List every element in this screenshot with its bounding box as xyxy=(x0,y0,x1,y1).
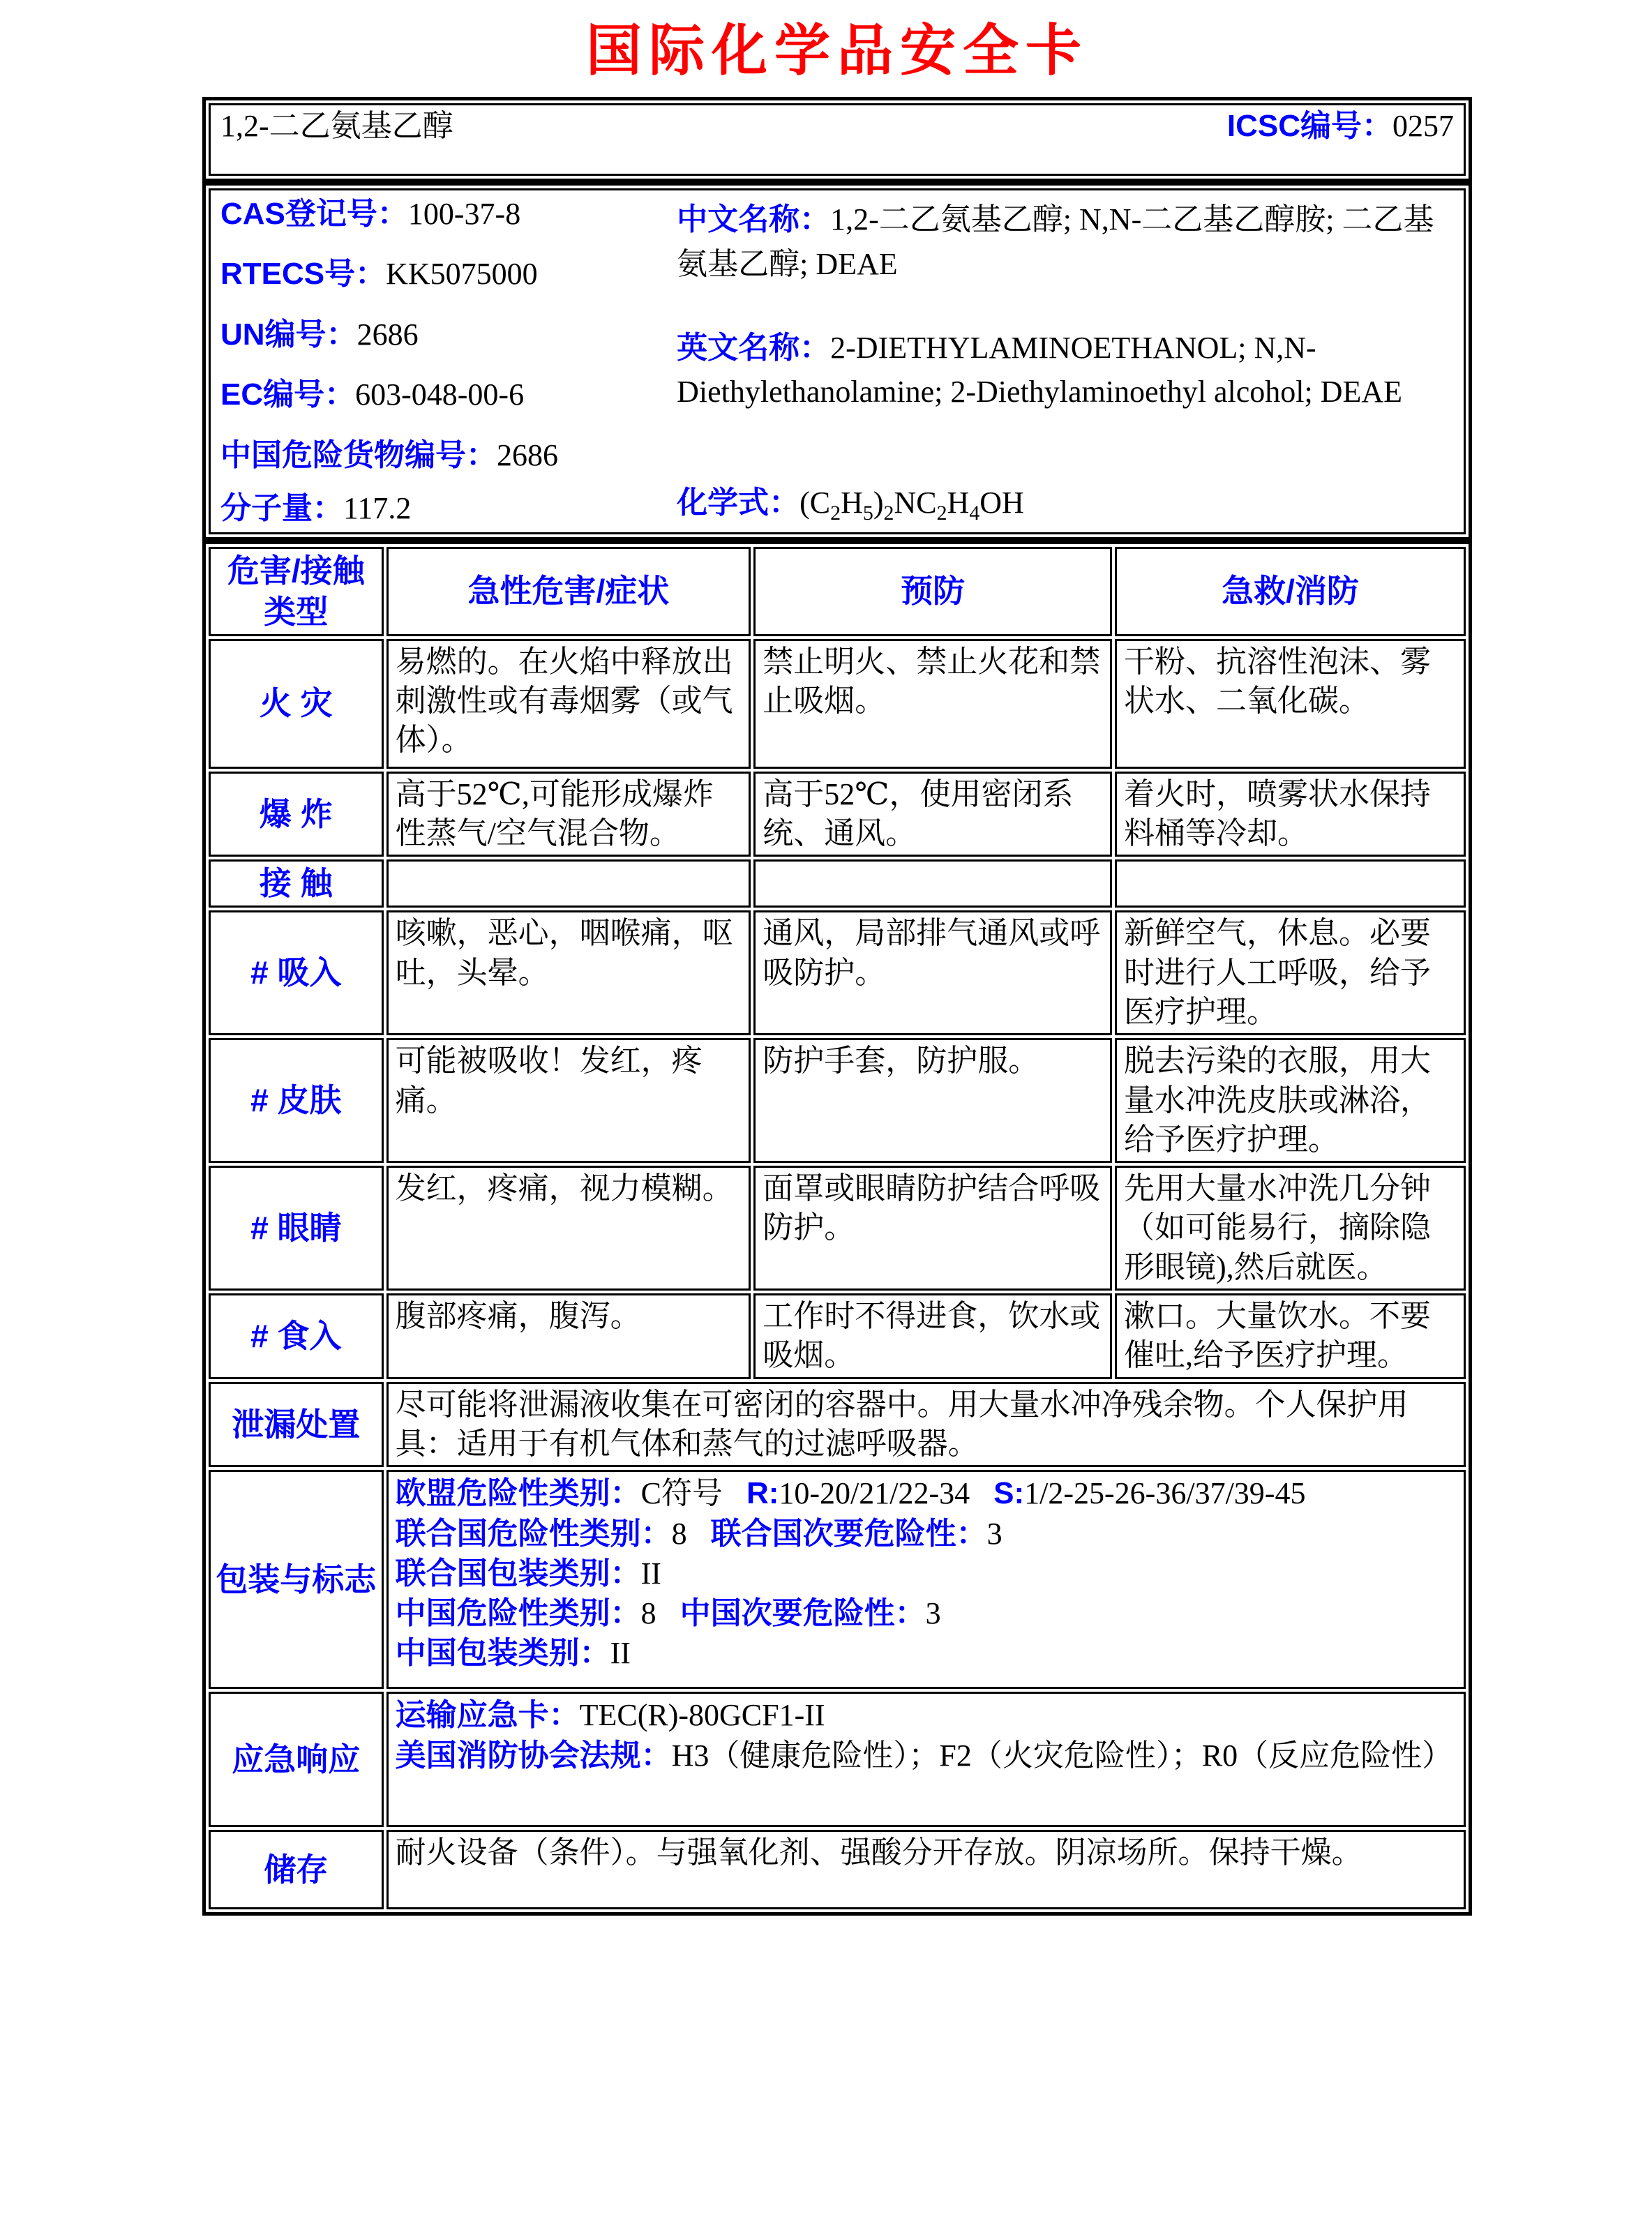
chinese-name-value: 1,2-二乙氨基乙醇; N,N-二乙基乙醇胺; 二乙基氨基乙醇; DEAE xyxy=(677,202,1434,281)
hazard-row-ingestion xyxy=(209,1293,1466,1379)
packaging-labelling-row xyxy=(209,1470,1466,1689)
ec-number-row xyxy=(220,378,677,412)
skin-response: 脱去污染的衣服，用大量水冲洗皮肤或淋浴，给予医疗护理。 xyxy=(1115,1038,1466,1163)
fire-symptoms: 易燃的。在火焰中释放出刺激性或有毒烟雾（或气体）。 xyxy=(386,639,751,769)
chemical-formula-label: 化学式： xyxy=(677,486,800,520)
eyes-response: 先用大量水冲洗几分钟（如可能易行，摘除隐形眼镜),然后就医。 xyxy=(1115,1166,1466,1291)
chemical-formula-row xyxy=(677,486,1454,525)
spill-disposal-row xyxy=(209,1382,1466,1468)
nfpa-code-line xyxy=(396,1736,1457,1775)
header-first-aid: 急救/消防 xyxy=(1115,547,1466,636)
identifiers-right-column xyxy=(677,197,1454,525)
row-label: 火 灾 xyxy=(209,639,384,769)
row-label: 爆 炸 xyxy=(209,772,384,857)
chinese-name-label: 中文名称： xyxy=(677,202,831,236)
r-phrases-label: R: xyxy=(746,1476,779,1511)
row-label: 接 触 xyxy=(209,859,384,908)
hazard-row-eyes xyxy=(209,1166,1466,1291)
row-label: 应急响应 xyxy=(209,1692,384,1827)
cn-dangerous-goods-row xyxy=(220,439,677,472)
storage-row xyxy=(209,1830,1466,1909)
page-title: 国际化学品安全卡 xyxy=(586,20,1088,82)
fire-response: 干粉、抗溶性泡沫、雾状水、二氧化碳。 xyxy=(1115,639,1466,769)
hazard-row-exposure xyxy=(209,859,1466,908)
header-prevention: 预防 xyxy=(753,547,1112,636)
un-packing-group-label: 联合国包装类别： xyxy=(395,1556,641,1591)
eu-hazard-class-line xyxy=(396,1473,1457,1513)
cn-packing-group-label: 中国包装类别： xyxy=(395,1636,610,1671)
header-hazard-type: 危害/接触 类型 xyxy=(209,547,384,636)
cn-hazard-class-label: 中国危险性类别： xyxy=(395,1595,641,1630)
emergency-response-row xyxy=(209,1692,1466,1827)
inhalation-symptoms: 咳嗽，恶心，咽喉痛，呕吐，头晕。 xyxy=(386,910,751,1035)
row-label: # 吸入 xyxy=(209,910,384,1035)
row-label: # 食入 xyxy=(209,1293,384,1379)
un-number-label: UN编号： xyxy=(220,317,357,352)
english-name-label: 英文名称： xyxy=(677,330,831,365)
rtecs-number-value: KK5075000 xyxy=(386,257,538,292)
row-label: # 眼睛 xyxy=(209,1166,384,1291)
cn-subsidiary-risk-label: 中国次要危险性： xyxy=(679,1595,926,1630)
un-subsidiary-risk-value: 3 xyxy=(986,1516,1003,1551)
exposure-response xyxy=(1115,859,1466,908)
row-label: 储存 xyxy=(209,1830,384,1909)
row-label: 包装与标志 xyxy=(209,1470,384,1689)
un-hazard-class-value: 8 xyxy=(671,1516,687,1551)
nfpa-code-label: 美国消防协会法规： xyxy=(395,1738,672,1773)
transport-emergency-card-value: TEC(R)-80GCF1-II xyxy=(579,1698,825,1733)
un-subsidiary-risk-label: 联合国次要危险性： xyxy=(710,1516,987,1551)
fire-prevention: 禁止明火、禁止火花和禁止吸烟。 xyxy=(753,639,1112,769)
rtecs-number-label: RTECS号： xyxy=(220,257,386,292)
ec-number-value: 603-048-00-6 xyxy=(355,377,525,412)
chemical-name: 1,2-二乙氨基乙醇 xyxy=(220,109,453,143)
english-name-row xyxy=(677,326,1454,415)
cn-packing-group-line xyxy=(396,1633,1457,1673)
explosion-prevention: 高于52℃，使用密闭系统、通风。 xyxy=(753,772,1112,857)
un-number-value: 2686 xyxy=(356,317,419,352)
hazard-row-fire xyxy=(209,639,1466,769)
row-label: 泄漏处置 xyxy=(209,1382,384,1468)
rtecs-number-row xyxy=(220,257,677,291)
chemical-formula-value: $(C_2H_5)_2NC_2H_4OH$ xyxy=(799,486,1024,525)
identifiers-table xyxy=(202,182,1472,541)
storage-content: 耐火设备（条件）。与强氧化剂、强酸分开存放。阴凉场所。保持干燥。 xyxy=(386,1830,1466,1909)
hazard-table-header-row xyxy=(209,547,1466,636)
un-packing-group-value: II xyxy=(640,1556,661,1591)
ingestion-prevention: 工作时不得进食，饮水或吸烟。 xyxy=(753,1293,1112,1379)
exposure-prevention xyxy=(753,859,1112,908)
explosion-response: 着火时，喷雾状水保持料桶等冷却。 xyxy=(1115,772,1466,857)
eyes-symptoms: 发红，疼痛，视力模糊。 xyxy=(386,1166,751,1291)
cn-packing-group-value: II xyxy=(610,1636,631,1671)
transport-emergency-card-label: 运输应急卡： xyxy=(395,1698,580,1733)
cas-number-row xyxy=(220,197,677,231)
header-acute-symptoms: 急性危害/症状 xyxy=(386,547,751,636)
chinese-name-row xyxy=(677,197,1454,287)
packaging-labelling-content xyxy=(386,1470,1466,1689)
icsc-card xyxy=(202,6,1472,1916)
molecular-weight-value: 117.2 xyxy=(343,490,412,525)
hazard-row-inhalation xyxy=(209,910,1466,1035)
molecular-weight-row xyxy=(220,492,677,525)
cn-hazard-class-value: 8 xyxy=(640,1595,656,1630)
un-hazard-class-line xyxy=(396,1514,1457,1554)
s-phrases-value: 1/2-25-26-36/37/39-45 xyxy=(1024,1476,1306,1511)
eu-hazard-class-label: 欧盟危险性类别： xyxy=(395,1476,641,1511)
row-label: # 皮肤 xyxy=(209,1038,384,1163)
name-table xyxy=(202,97,1472,182)
r-phrases-value: 10-20/21/22-34 xyxy=(779,1476,970,1511)
molecular-weight-label: 分子量： xyxy=(220,490,343,525)
un-packing-group-line xyxy=(396,1554,1457,1593)
icsc-number-label: ICSC编号： xyxy=(1226,109,1392,143)
hazard-row-skin xyxy=(209,1038,1466,1163)
icsc-number xyxy=(1227,107,1454,146)
ec-number-label: EC编号： xyxy=(220,377,356,412)
hazard-table xyxy=(202,541,1472,1916)
cn-dangerous-goods-label: 中国危险货物编号： xyxy=(220,437,497,472)
ingestion-symptoms: 腹部疼痛，腹泻。 xyxy=(386,1293,751,1379)
s-phrases-label: S: xyxy=(993,1476,1025,1511)
emergency-response-content xyxy=(386,1692,1466,1827)
exposure-symptoms xyxy=(386,859,751,908)
inhalation-response: 新鲜空气，休息。必要时进行人工呼吸，给予医疗护理。 xyxy=(1115,910,1466,1035)
spill-disposal-content: 尽可能将泄漏液收集在可密闭的容器中。用大量水冲净残余物。个人保护用具：适用于有机气体和蒸气的过滤呼吸器。 xyxy=(386,1382,1466,1468)
english-name-value: 2-DIETHYLAMINOETHANOL; N,N-Diethylethanolamine; 2-Diethylaminoethyl alcohol; DEAE xyxy=(677,330,1402,409)
hazard-row-explosion xyxy=(209,772,1466,857)
cn-dangerous-goods-value: 2686 xyxy=(497,437,558,472)
identifiers-left-column xyxy=(220,197,677,525)
un-hazard-class-label: 联合国危险性类别： xyxy=(395,1516,672,1551)
icsc-number-value: 0257 xyxy=(1392,109,1454,143)
un-number-row xyxy=(220,318,677,352)
eyes-prevention: 面罩或眼睛防护结合呼吸防护。 xyxy=(753,1166,1112,1291)
cn-subsidiary-risk-value: 3 xyxy=(925,1595,941,1630)
cas-number-value: 100-37-8 xyxy=(407,197,521,231)
inhalation-prevention: 通风，局部排气通风或呼吸防护。 xyxy=(753,910,1112,1035)
nfpa-code-value: H3（健康危险性）；F2（火灾危险性）；R0（反应危险性） xyxy=(671,1738,1453,1773)
skin-symptoms: 可能被吸收！发红，疼痛。 xyxy=(386,1038,751,1163)
ingestion-response: 漱口。大量饮水。不要催吐,给予医疗护理。 xyxy=(1115,1293,1466,1379)
eu-hazard-class-value: C符号 xyxy=(640,1476,723,1511)
cn-hazard-class-line xyxy=(396,1593,1457,1633)
skin-prevention: 防护手套，防护服。 xyxy=(753,1038,1112,1163)
explosion-symptoms: 高于52℃,可能形成爆炸性蒸气/空气混合物。 xyxy=(386,772,751,857)
transport-emergency-card-line xyxy=(396,1695,1457,1735)
cas-number-label: CAS登记号： xyxy=(220,197,408,231)
